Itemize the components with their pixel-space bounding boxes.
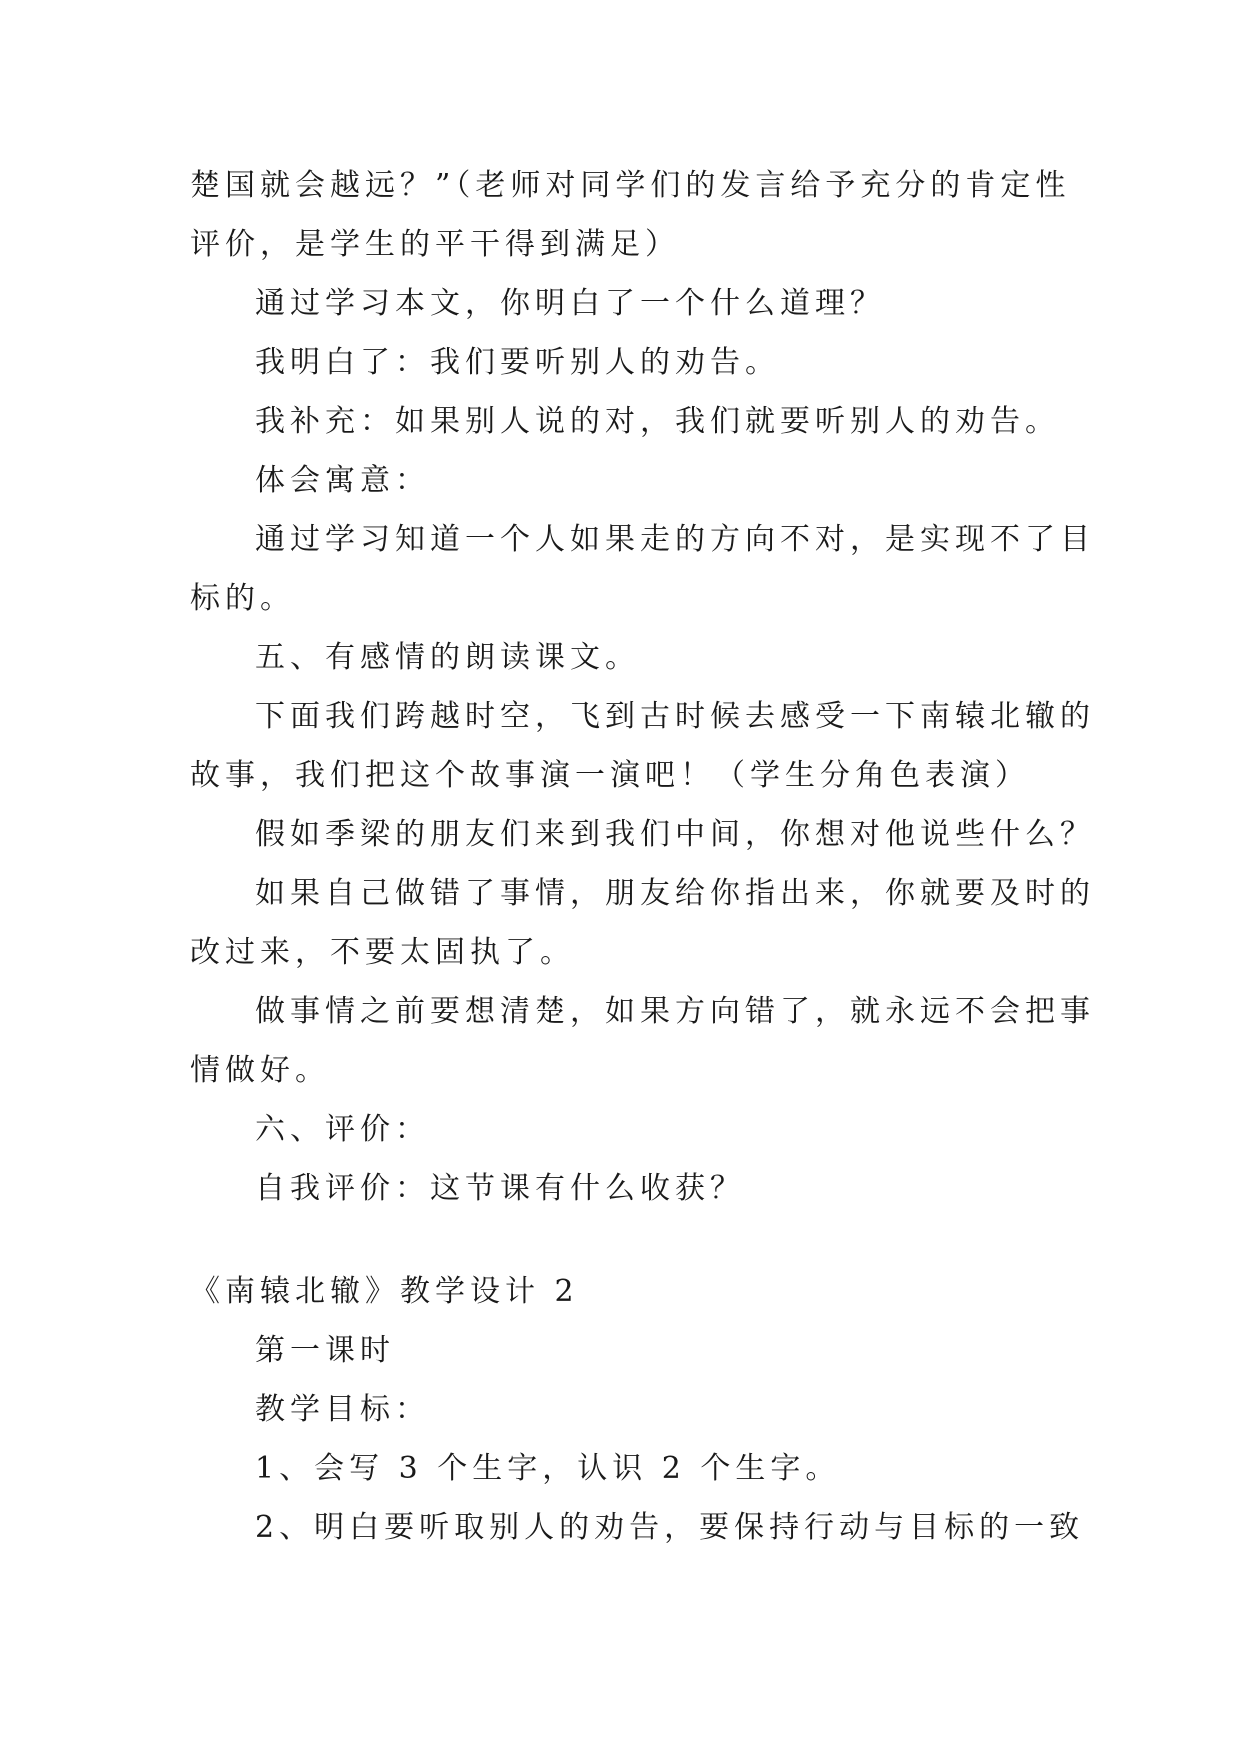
- document-title: 《南辕北辙》教学设计 2: [190, 1274, 579, 1309]
- lesson-heading: 第一课时: [255, 1333, 395, 1368]
- paragraph-line: 楚国就会越远？”（老师对同学们的发言给予充分的肯定性: [190, 168, 1071, 203]
- paragraph-line: 通过学习本文，你明白了一个什么道理？: [255, 286, 885, 321]
- paragraph-line: 标的。: [190, 581, 295, 616]
- objective-item: 1、会写 3 个生字，认识 2 个生字。: [255, 1451, 841, 1486]
- paragraph-line: 我明白了：我们要听别人的劝告。: [255, 345, 780, 380]
- paragraph-line: 通过学习知道一个人如果走的方向不对，是实现不了目: [255, 522, 1095, 557]
- objective-item: 2、明白要听取别人的劝告，要保持行动与目标的一致: [255, 1510, 1085, 1545]
- section-heading: 六、评价：: [255, 1112, 430, 1147]
- paragraph-line: 我补充：如果别人说的对，我们就要听别人的劝告。: [255, 404, 1060, 439]
- section-heading: 教学目标：: [255, 1392, 430, 1427]
- paragraph-line: 情做好。: [190, 1053, 330, 1088]
- paragraph-line: 故事，我们把这个故事演一演吧！（学生分角色表演）: [190, 758, 1030, 793]
- paragraph-line: 自我评价：这节课有什么收获？: [255, 1171, 745, 1206]
- paragraph-line: 如果自己做错了事情，朋友给你指出来，你就要及时的: [255, 876, 1095, 911]
- paragraph-line: 下面我们跨越时空，飞到古时候去感受一下南辕北辙的: [255, 699, 1095, 734]
- paragraph-line: 做事情之前要想清楚，如果方向错了，就永远不会把事: [255, 994, 1095, 1029]
- paragraph-line: 体会寓意：: [255, 463, 430, 498]
- section-heading: 五、有感情的朗读课文。: [255, 640, 640, 675]
- paragraph-line: 评价，是学生的平干得到满足）: [190, 227, 680, 262]
- paragraph-line: 假如季梁的朋友们来到我们中间，你想对他说些什么？: [255, 817, 1095, 852]
- paragraph-line: 改过来，不要太固执了。: [190, 935, 575, 970]
